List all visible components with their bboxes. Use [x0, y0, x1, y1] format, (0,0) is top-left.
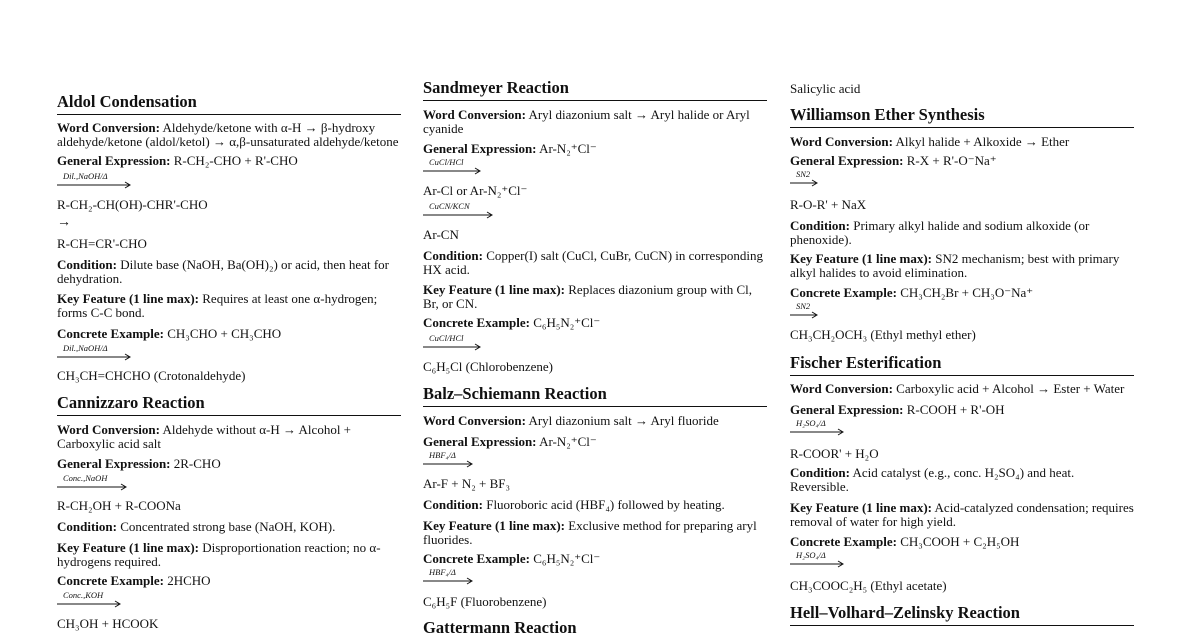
- key-feature: [57, 292, 401, 319]
- arrow-condition: SN2: [796, 301, 811, 311]
- section-title: Balz–Schiemann Reaction: [423, 384, 767, 407]
- gen-label: General Expression:: [423, 141, 537, 156]
- arrow-condition: CuCl/HCl: [429, 157, 464, 167]
- example-text: C₆H₅N₂⁺Cl⁻: [533, 551, 601, 566]
- general-expression: [790, 154, 1134, 168]
- example-text: C₆H₅N₂⁺Cl⁻: [533, 315, 601, 330]
- condition-label: Condition:: [790, 218, 850, 233]
- key-feature: [423, 283, 767, 310]
- section-title: Williamson Ether Synthesis: [790, 105, 1134, 128]
- key-label: Key Feature (1 line max):: [57, 540, 199, 555]
- condition: [790, 466, 1134, 493]
- key-label: Key Feature (1 line max):: [423, 518, 565, 533]
- key-text: Exclusive method for preparing aryl fluorides.: [423, 518, 757, 547]
- gen-product: R-CH₂-CH(OH)-CHR'-CHO: [57, 197, 208, 212]
- condition-text: Copper(I) salt (CuCl, CuBr, CuCN) in corresponding HX acid.: [423, 248, 764, 277]
- general-expression: [57, 154, 401, 168]
- section-title: Fischer Esterification: [790, 353, 1134, 376]
- arrow-condition: CuCN/KCN: [429, 201, 470, 211]
- condition-text: Acid catalyst (e.g., conc. H₂SO₄) and heat. Reversible.: [790, 465, 1075, 494]
- condition-label: Condition:: [423, 248, 483, 263]
- word-label: Word Conversion:: [790, 381, 893, 396]
- arrow-condition: H₂SO₄/Δ: [796, 550, 826, 560]
- reaction-arrow: [57, 343, 157, 363]
- condition: [423, 498, 767, 512]
- gen-text: R-X + R'-O⁻Na⁺: [906, 153, 997, 168]
- gen-label: General Expression:: [423, 434, 537, 449]
- word-conversion: [790, 382, 1134, 396]
- gen-product: Ar-Cl or Ar-N₂⁺Cl⁻: [423, 183, 528, 198]
- example-product: CH₃OH + HCOOK: [57, 616, 159, 631]
- example-product: C₆H₅Cl (Chlorobenzene): [423, 359, 554, 374]
- word-text: Carboxylic acid + Alcohol → Ester + Water: [896, 381, 1125, 396]
- reaction-arrow: [57, 473, 157, 493]
- gen-text: R-CH₂-CHO + R'-CHO: [173, 153, 298, 168]
- gen-text: R-COOH + R'-OH: [906, 402, 1005, 417]
- key-feature: [790, 252, 1134, 279]
- gen-label: General Expression:: [790, 153, 904, 168]
- example-product: CH₃COOC₂H₅ (Ethyl acetate): [790, 578, 947, 593]
- general-expression: [423, 142, 767, 156]
- gen-text: Ar-N₂⁺Cl⁻: [539, 434, 597, 449]
- condition-label: Condition:: [423, 497, 483, 512]
- example-text: CH₃CH₂Br + CH₃O⁻Na⁺: [900, 285, 1034, 300]
- example-product: CH₃CH=CHCHO (Crotonaldehyde): [57, 368, 246, 383]
- arrow-condition: CuCl/HCl: [429, 333, 464, 343]
- concrete-example: [57, 574, 401, 588]
- key-text: Acid-catalyzed condensation; requires removal of water for high yield.: [790, 500, 1134, 529]
- key-label: Key Feature (1 line max):: [790, 500, 932, 515]
- arrow-condition: HBF₄/Δ: [429, 567, 456, 577]
- word-conversion: [57, 121, 401, 148]
- concrete-example: [790, 535, 1134, 549]
- condition: [57, 520, 401, 534]
- arrow-condition: HBF₄/Δ: [429, 450, 456, 460]
- arrow-condition: Dil.,NaOH/Δ: [63, 171, 108, 181]
- example-label: Concrete Example:: [790, 285, 897, 300]
- condition-text: Primary alkyl halide and sodium alkoxide (or phenoxide).: [790, 218, 1090, 247]
- gen-label: General Expression:: [790, 402, 904, 417]
- gen-product: R-O-R' + NaX: [790, 197, 867, 212]
- gen-text: Ar-N₂⁺Cl⁻: [539, 141, 597, 156]
- reaction-arrow: [57, 590, 157, 610]
- example-text: 2HCHO: [167, 573, 211, 588]
- condition: [790, 219, 1134, 246]
- section-title: Hell–Volhard–Zelinsky Reaction: [790, 603, 1134, 626]
- reaction-arrow: [423, 201, 523, 221]
- example-label: Concrete Example:: [57, 573, 164, 588]
- key-label: Key Feature (1 line max):: [790, 251, 932, 266]
- gen-label: General Expression:: [57, 456, 171, 471]
- word-text: Aldehyde without α-H → Alcohol + Carboxylic acid salt: [57, 422, 352, 451]
- concrete-example: [57, 327, 401, 341]
- gen-label: General Expression:: [57, 153, 171, 168]
- gen-product: Ar-F + N₂ + BF₃: [423, 476, 511, 491]
- arrow-condition: Dil.,NaOH/Δ: [63, 343, 108, 353]
- condition: [57, 258, 401, 285]
- concrete-example: [423, 552, 767, 566]
- example-product: C₆H₅F (Fluorobenzene): [423, 594, 547, 609]
- concrete-example: [423, 316, 767, 330]
- word-conversion: [57, 423, 401, 450]
- condition-label: Condition:: [57, 519, 117, 534]
- word-text: Aryl diazonium salt → Aryl halide or Aryl cyanide: [423, 107, 750, 136]
- arrow-condition: Conc.,KOH: [63, 590, 104, 600]
- word-label: Word Conversion:: [790, 134, 893, 149]
- key-text: Disproportionation reaction; no α-hydrogens required.: [57, 540, 381, 569]
- arrow-condition: H₂SO₄/Δ: [796, 418, 826, 428]
- reaction-arrow: [790, 301, 890, 321]
- reaction-arrow: [423, 450, 523, 470]
- example-text: CH₃CHO + CH₃CHO: [167, 326, 282, 341]
- condition-label: Condition:: [57, 257, 117, 272]
- section-title: Aldol Condensation: [57, 92, 401, 115]
- condition-text: Concentrated strong base (NaOH, KOH).: [120, 519, 336, 534]
- key-feature: [790, 501, 1134, 528]
- key-text: Replaces diazonium group with Cl, Br, or CN.: [423, 282, 753, 311]
- arrow-condition: SN2: [796, 169, 811, 179]
- reaction-arrow: [790, 550, 890, 570]
- key-text: SN2 mechanism; best with primary alkyl halides to avoid elimination.: [790, 251, 1120, 280]
- example-label: Concrete Example:: [57, 326, 164, 341]
- reaction-arrow: [57, 171, 157, 191]
- reaction-arrow: [423, 333, 523, 353]
- general-expression: [57, 457, 401, 471]
- word-text: Aryl diazonium salt → Aryl fluoride: [528, 413, 719, 428]
- gen-product-2: Ar-CN: [423, 227, 459, 242]
- gen-product: R-COOR' + H₂O: [790, 446, 879, 461]
- key-label: Key Feature (1 line max):: [423, 282, 565, 297]
- concrete-example: [790, 286, 1134, 300]
- key-label: Key Feature (1 line max):: [57, 291, 199, 306]
- key-text: Requires at least one α-hydrogen; forms C-C bond.: [57, 291, 378, 320]
- word-label: Word Conversion:: [57, 120, 160, 135]
- example-label: Concrete Example:: [423, 551, 530, 566]
- example-text: CH₃COOH + C₂H₅OH: [900, 534, 1020, 549]
- word-text: Aldehyde/ketone with α-H → β-hydroxy aldehyde/ketone (aldol/ketol) → α,β-unsaturated aldehyde/ketone: [57, 120, 399, 149]
- arrow-condition: Conc.,NaOH: [63, 473, 108, 483]
- word-label: Word Conversion:: [57, 422, 160, 437]
- gen-text: 2R-CHO: [173, 456, 221, 471]
- condition-text: Fluoroboric acid (HBF₄) followed by heating.: [486, 497, 725, 512]
- word-label: Word Conversion:: [423, 107, 526, 122]
- condition-label: Condition:: [790, 465, 850, 480]
- reaction-arrow: [790, 169, 890, 189]
- key-feature: [57, 541, 401, 568]
- gen-product: R-CH₂OH + R-COONa: [57, 498, 181, 513]
- example-label: Concrete Example:: [423, 315, 530, 330]
- plain-arrow: →: [57, 215, 71, 230]
- word-conversion: [423, 414, 767, 428]
- reaction-arrow: [423, 567, 523, 587]
- continued-text: Salicylic acid: [790, 81, 861, 96]
- section-title: Cannizzaro Reaction: [57, 393, 401, 416]
- reaction-arrow: [790, 418, 890, 438]
- example-product: CH₃CH₂OCH₃ (Ethyl methyl ether): [790, 327, 976, 342]
- general-expression: [423, 435, 767, 449]
- word-conversion: [423, 108, 767, 135]
- section-title: Gattermann Reaction: [423, 618, 577, 637]
- example-label: Concrete Example:: [790, 534, 897, 549]
- condition: [423, 249, 767, 276]
- section-title: Sandmeyer Reaction: [423, 78, 767, 101]
- reaction-arrow: [423, 157, 523, 177]
- general-expression: [790, 403, 1134, 417]
- key-feature: [423, 519, 767, 546]
- word-conversion: [790, 135, 1134, 149]
- gen-product-2: R-CH=CR'-CHO: [57, 236, 147, 251]
- condition-text: Dilute base (NaOH, Ba(OH)₂) or acid, then heat for dehydration.: [57, 257, 389, 286]
- word-text: Alkyl halide + Alkoxide → Ether: [895, 134, 1070, 149]
- word-label: Word Conversion:: [423, 413, 526, 428]
